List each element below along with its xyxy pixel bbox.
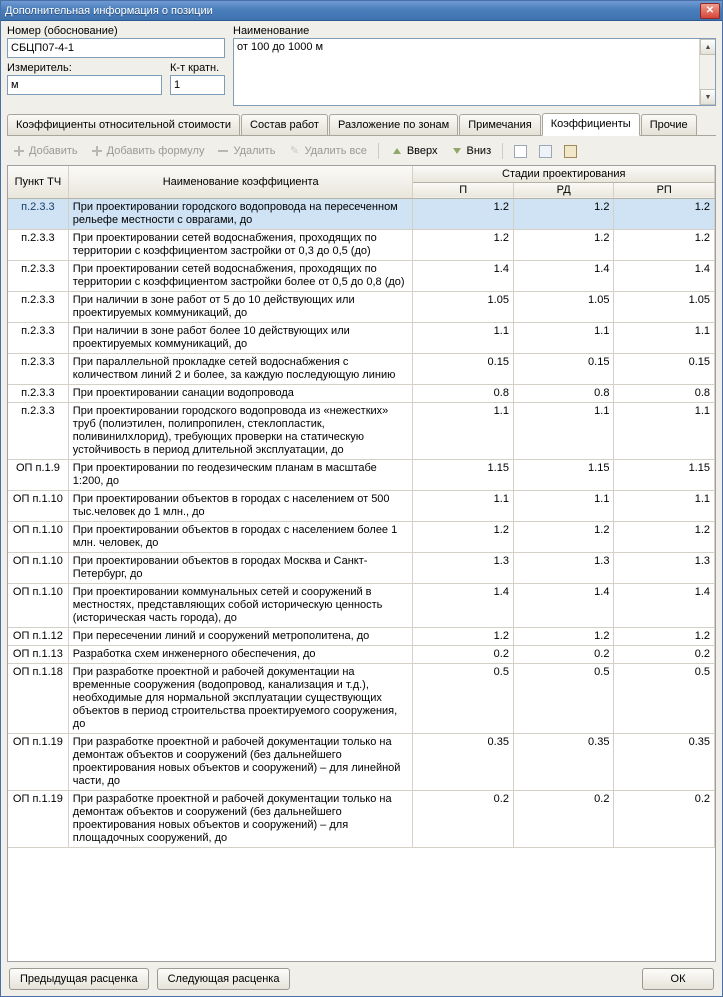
cell-rp: 1.15	[614, 459, 715, 490]
scroll-up-icon[interactable]: ▲	[700, 39, 716, 55]
grid-body	[8, 198, 715, 847]
close-icon[interactable]: ✕	[700, 3, 720, 19]
move-up-button[interactable]	[385, 142, 443, 160]
next-estimate-button[interactable]: Следующая расценка	[157, 968, 291, 990]
cell-p: 0.8	[413, 384, 513, 402]
cell-rp: 1.1	[614, 490, 715, 521]
tab-strip	[7, 114, 716, 136]
kt-input[interactable]: 1	[170, 75, 225, 95]
table-row[interactable]	[8, 521, 715, 552]
move-down-button[interactable]	[445, 142, 497, 160]
cell-punkt: ОП п.1.19	[8, 733, 68, 790]
cell-p: 0.15	[413, 353, 513, 384]
cell-punkt: п.2.3.3	[8, 384, 68, 402]
cell-rp: 0.15	[614, 353, 715, 384]
cell-punkt: ОП п.1.12	[8, 627, 68, 645]
scroll-down-icon[interactable]: ▼	[700, 89, 716, 105]
cell-punkt: п.2.3.3	[8, 229, 68, 260]
cell-name: При проектировании объектов в городах с населением от 500 тыс.человек до 1 млн., до	[68, 490, 413, 521]
delete-all-button-label: Удалить все	[304, 145, 367, 157]
table-row[interactable]	[8, 627, 715, 645]
table-row[interactable]	[8, 663, 715, 733]
cell-name: При параллельной прокладке сетей водоснабжения с количеством линий 2 и более, за каждую последующую линию	[68, 353, 413, 384]
cell-punkt: ОП п.1.19	[8, 790, 68, 847]
table-row[interactable]	[8, 790, 715, 847]
table-row[interactable]	[8, 353, 715, 384]
delete-all-button[interactable]	[282, 142, 371, 160]
cell-p: 1.2	[413, 229, 513, 260]
copy-button[interactable]	[534, 143, 557, 160]
cell-p: 0.5	[413, 663, 513, 733]
cell-p: 1.2	[413, 198, 513, 229]
paste-icon	[564, 145, 577, 158]
cell-p: 1.15	[413, 459, 513, 490]
cell-rp: 0.2	[614, 790, 715, 847]
header-punkt[interactable]: Пункт ТЧ	[8, 166, 68, 198]
plus-icon	[12, 144, 26, 158]
cell-p: 1.2	[413, 521, 513, 552]
copy-icon	[539, 145, 552, 158]
cell-rp: 1.1	[614, 402, 715, 459]
cell-rp: 1.4	[614, 260, 715, 291]
toolbar-separator-1	[378, 143, 379, 159]
cell-p: 1.2	[413, 627, 513, 645]
name-textarea-value: от 100 до 1000 м	[237, 41, 324, 53]
cell-punkt: ОП п.1.9	[8, 459, 68, 490]
table-row[interactable]	[8, 583, 715, 627]
tab-notes[interactable]: Примечания	[459, 114, 541, 135]
cell-rd: 1.2	[513, 521, 613, 552]
meter-input[interactable]: м	[7, 75, 162, 95]
cell-p: 1.4	[413, 583, 513, 627]
meter-label: Измеритель:	[7, 62, 72, 74]
table-row[interactable]	[8, 198, 715, 229]
cell-name: При разработке проектной и рабочей документации только на демонтаж объектов и сооружений (без дальнейшего проектирования новых объектов и сооружений) – для линейной части, до	[68, 733, 413, 790]
cut-icon	[514, 145, 527, 158]
cell-rd: 1.1	[513, 322, 613, 353]
cell-p: 1.3	[413, 552, 513, 583]
cell-punkt: п.2.3.3	[8, 260, 68, 291]
cell-p: 1.05	[413, 291, 513, 322]
cell-punkt: п.2.3.3	[8, 402, 68, 459]
minus-icon	[216, 144, 230, 158]
cell-rd: 1.2	[513, 627, 613, 645]
delete-button-label: Удалить	[233, 145, 276, 157]
cell-rd: 1.2	[513, 198, 613, 229]
name-label: Наименование	[233, 25, 310, 37]
paste-button[interactable]	[559, 143, 582, 160]
cell-punkt: п.2.3.3	[8, 322, 68, 353]
delete-button[interactable]	[211, 142, 280, 160]
title-bar	[1, 1, 722, 21]
cell-rd: 1.05	[513, 291, 613, 322]
cell-p: 1.1	[413, 490, 513, 521]
grid-header-row-1	[8, 166, 715, 182]
cell-rd: 1.4	[513, 583, 613, 627]
cell-rp: 0.2	[614, 645, 715, 663]
cell-name: При проектировании сетей водоснабжения, проходящих по территории с коэффициентом застройки более от 0,5 до 0,8 (до)	[68, 260, 413, 291]
table-row[interactable]	[8, 229, 715, 260]
position-form	[1, 21, 722, 108]
cell-rp: 0.35	[614, 733, 715, 790]
arrow-down-icon	[450, 144, 464, 158]
cell-name: При пересечении линий и сооружений метрополитена, до	[68, 627, 413, 645]
cell-rp: 1.2	[614, 521, 715, 552]
cell-p: 0.2	[413, 645, 513, 663]
table-row[interactable]	[8, 322, 715, 353]
window-title: Дополнительная информация о позиции	[5, 4, 213, 17]
tab-relative-cost[interactable]: Коэффициенты относительной стоимости	[7, 114, 240, 135]
cell-rd: 1.1	[513, 402, 613, 459]
cell-rd: 1.1	[513, 490, 613, 521]
cell-rp: 1.05	[614, 291, 715, 322]
cell-name: При проектировании сетей водоснабжения, проходящих по территории с коэффициентом застройки от 0,3 до 0,5 (до)	[68, 229, 413, 260]
cell-name: При проектировании объектов в городах Москва и Санкт-Петербург, до	[68, 552, 413, 583]
header-rd[interactable]: РД	[513, 182, 613, 198]
cell-name: При разработке проектной и рабочей документации на временные сооружения (водопровод, канализация и т.д.), необходимые для нормальной эксплуатации существующих объектов в период строительства проектируемого сооружения, до	[68, 663, 413, 733]
table-row[interactable]	[8, 291, 715, 322]
cell-rd: 0.8	[513, 384, 613, 402]
arrow-up-icon	[390, 144, 404, 158]
table-row[interactable]	[8, 459, 715, 490]
number-label: Номер (обоснование)	[7, 25, 118, 37]
coefficients-grid[interactable]	[7, 165, 716, 962]
cell-p: 1.1	[413, 402, 513, 459]
cell-rd: 1.3	[513, 552, 613, 583]
cell-punkt: ОП п.1.10	[8, 521, 68, 552]
cell-rd: 0.5	[513, 663, 613, 733]
cell-name: Разработка схем инженерного обеспечения, до	[68, 645, 413, 663]
cell-punkt: п.2.3.3	[8, 291, 68, 322]
cell-name: При проектировании коммунальных сетей и сооружений в местностях, представляющих собой историческую ценность (историческая часть города), до	[68, 583, 413, 627]
cell-punkt: ОП п.1.13	[8, 645, 68, 663]
number-input[interactable]: СБЦП07-4-1	[7, 38, 225, 58]
cell-name: При разработке проектной и рабочей документации только на демонтаж объектов и сооружений (без дальнейшего проектирования новых объектов и сооружений) – для площадочных сооружений, до	[68, 790, 413, 847]
plus-formula-icon	[90, 144, 104, 158]
cell-rp: 1.2	[614, 627, 715, 645]
eraser-icon: ✎	[289, 145, 300, 157]
cell-punkt: ОП п.1.10	[8, 552, 68, 583]
cell-name: При проектировании городского водопровода на пересеченном рельефе местности с оврагами, до	[68, 198, 413, 229]
cell-name: При проектировании по геодезическим планам в масштабе 1:200, до	[68, 459, 413, 490]
table-row[interactable]	[8, 402, 715, 459]
header-stages: Стадии проектирования	[413, 166, 715, 182]
cell-rp: 0.8	[614, 384, 715, 402]
cell-punkt: ОП п.1.10	[8, 490, 68, 521]
move-up-button-label: Вверх	[406, 145, 438, 157]
move-down-button-label: Вниз	[466, 145, 492, 157]
add-formula-button-label: Добавить формулу	[106, 145, 205, 157]
table-row[interactable]	[8, 645, 715, 663]
add-button[interactable]	[7, 142, 83, 160]
name-textarea-scrollbar[interactable]	[699, 39, 715, 105]
cell-punkt: п.2.3.3	[8, 353, 68, 384]
cell-p: 1.4	[413, 260, 513, 291]
cell-rd: 1.2	[513, 229, 613, 260]
cell-rp: 0.5	[614, 663, 715, 733]
tab-coefficients[interactable]: Коэффициенты	[542, 113, 640, 136]
cell-rd: 0.2	[513, 645, 613, 663]
kt-label: К-т кратн.	[170, 62, 220, 74]
add-formula-button[interactable]	[85, 142, 210, 160]
cell-punkt: ОП п.1.18	[8, 663, 68, 733]
cell-name: При наличии в зоне работ от 5 до 10 действующих или проектируемых коммуникаций, до	[68, 291, 413, 322]
table-row[interactable]	[8, 384, 715, 402]
cell-p: 0.2	[413, 790, 513, 847]
cell-rp: 1.4	[614, 583, 715, 627]
tab-zone-decomposition[interactable]: Разложение по зонам	[329, 114, 458, 135]
grid-toolbar	[7, 139, 716, 163]
cell-rd: 0.2	[513, 790, 613, 847]
header-p[interactable]: П	[413, 182, 513, 198]
cell-name: При наличии в зоне работ более 10 действующих или проектируемых коммуникаций, до	[68, 322, 413, 353]
cell-rd: 0.35	[513, 733, 613, 790]
cell-rp: 1.1	[614, 322, 715, 353]
cell-punkt: ОП п.1.10	[8, 583, 68, 627]
name-textarea[interactable]	[233, 38, 716, 106]
header-name[interactable]: Наименование коэффициента	[68, 166, 413, 198]
add-button-label: Добавить	[29, 145, 78, 157]
cell-name: При проектировании городского водопровода из «нежестких» труб (полиэтилен, полипропилен, стеклопластик, поливинилхлорид), требующих проверки на статическую устойчивость в период длительной эксплуатации, до	[68, 402, 413, 459]
cut-button[interactable]	[509, 143, 532, 160]
ok-button[interactable]: ОК	[642, 968, 714, 990]
cell-p: 1.1	[413, 322, 513, 353]
tab-other[interactable]: Прочие	[641, 114, 697, 135]
dialog-footer	[1, 962, 722, 996]
cell-rd: 1.4	[513, 260, 613, 291]
cell-name: При проектировании санации водопровода	[68, 384, 413, 402]
cell-punkt: п.2.3.3	[8, 198, 68, 229]
cell-rp: 1.2	[614, 198, 715, 229]
cell-name: При проектировании объектов в городах с населением более 1 млн. человек, до	[68, 521, 413, 552]
previous-estimate-button[interactable]: Предыдущая расценка	[9, 968, 149, 990]
cell-rd: 1.15	[513, 459, 613, 490]
table-row[interactable]	[8, 733, 715, 790]
header-rp[interactable]: РП	[614, 182, 715, 198]
cell-rd: 0.15	[513, 353, 613, 384]
table-row[interactable]	[8, 490, 715, 521]
table-row[interactable]	[8, 552, 715, 583]
cell-rp: 1.3	[614, 552, 715, 583]
cell-rp: 1.2	[614, 229, 715, 260]
tab-work-composition[interactable]: Состав работ	[241, 114, 328, 135]
table-row[interactable]	[8, 260, 715, 291]
toolbar-separator-2	[502, 143, 503, 159]
cell-p: 0.35	[413, 733, 513, 790]
